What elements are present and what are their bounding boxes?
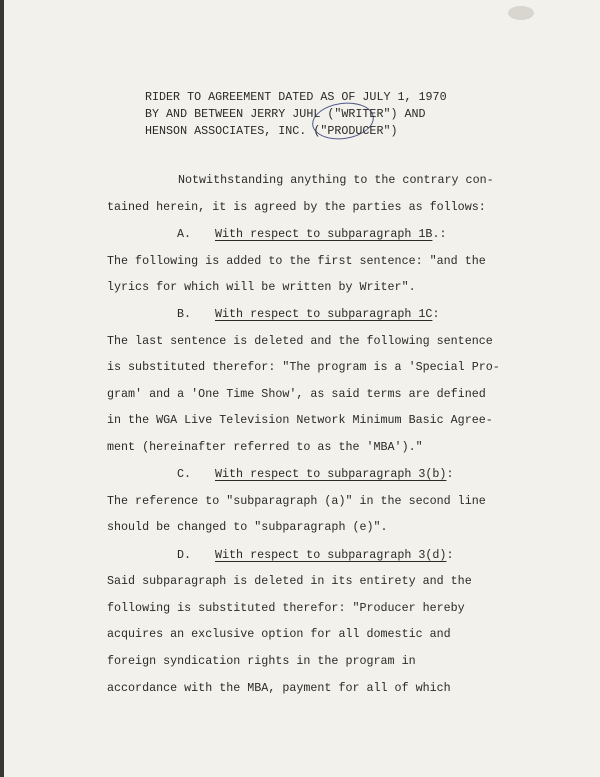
body-line: following is substituted therefor: "Producer hereby xyxy=(107,601,465,615)
section-heading-punct: : xyxy=(446,467,454,481)
body-line: Said subparagraph is deleted in its entirety and the xyxy=(107,574,472,588)
body-line: accordance with the MBA, payment for all of which xyxy=(107,681,451,695)
section-heading: With respect to subparagraph 3(d) xyxy=(215,548,447,562)
body-line: lyrics for which will be written by Writer". xyxy=(107,280,416,294)
body-line: gram' and a 'One Time Show', as said terms are defined xyxy=(107,387,486,401)
body-line: The last sentence is deleted and the following sentence xyxy=(107,334,493,348)
header-line: BY AND BETWEEN JERRY JUHL ("WRITER") AND xyxy=(145,107,426,121)
header-line: RIDER TO AGREEMENT DATED AS OF JULY 1, 1970 xyxy=(145,90,447,104)
section-heading: With respect to subparagraph 1B xyxy=(215,227,433,241)
body-line: ment (hereinafter referred to as the 'MBA')." xyxy=(107,440,423,454)
section-label: B. xyxy=(177,307,192,321)
body-line: acquires an exclusive option for all domestic and xyxy=(107,627,451,641)
section-line xyxy=(177,548,453,562)
section-label: C. xyxy=(177,467,192,481)
body-line: is substituted therefor: "The program is a 'Special Pro- xyxy=(107,360,500,374)
section-heading-punct: .: xyxy=(432,227,447,241)
body-line: should be changed to "subparagraph (e)". xyxy=(107,520,388,534)
section-heading-punct: : xyxy=(446,548,454,562)
punch-hole xyxy=(508,6,534,20)
section-line xyxy=(177,227,446,241)
section-heading: With respect to subparagraph 3(b) xyxy=(215,467,447,481)
section-line xyxy=(177,307,439,321)
body-line: The following is added to the first sentence: "and the xyxy=(107,254,486,268)
document-page xyxy=(4,0,600,777)
body-line: foreign syndication rights in the program in xyxy=(107,654,416,668)
body-line: Notwithstanding anything to the contrary con- xyxy=(178,173,494,187)
section-label: D. xyxy=(177,548,192,562)
body-line: tained herein, it is agreed by the parties as follows: xyxy=(107,200,486,214)
section-heading-punct: : xyxy=(432,307,440,321)
section-label: A. xyxy=(177,227,192,241)
body-line: in the WGA Live Television Network Minimum Basic Agree- xyxy=(107,413,493,427)
header-line: HENSON ASSOCIATES, INC. ("PRODUCER") xyxy=(145,124,398,138)
body-line: The reference to "subparagraph (a)" in the second line xyxy=(107,494,486,508)
section-heading: With respect to subparagraph 1C xyxy=(215,307,433,321)
section-line xyxy=(177,467,453,481)
